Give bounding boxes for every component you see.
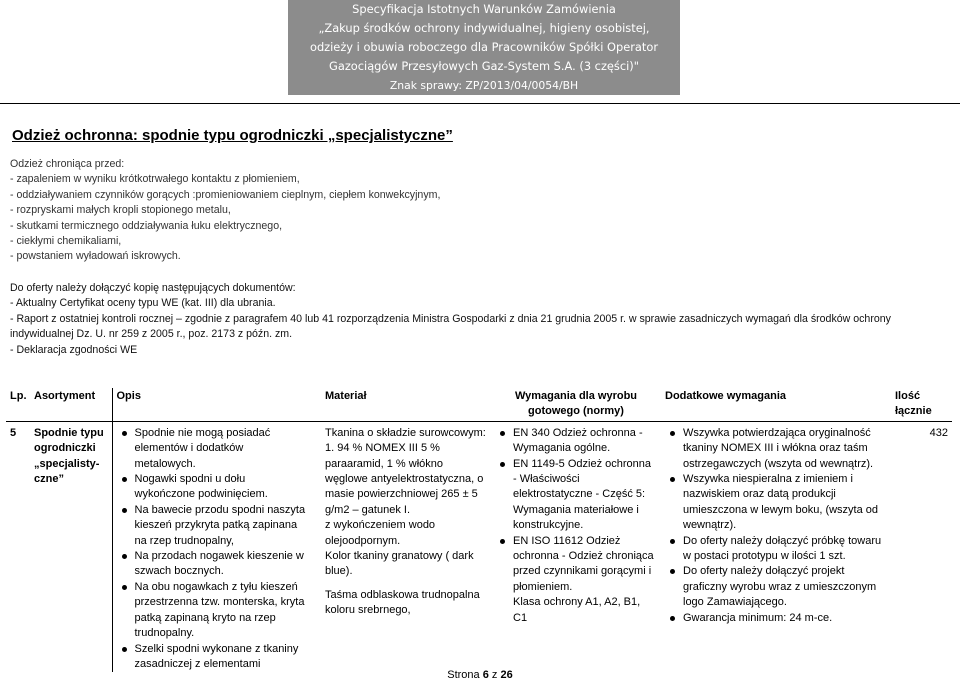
opis-bullet: Spodnie nie mogą posiadać elementów i dodatków metalowych. — [135, 426, 308, 472]
material-line: Taśma odblaskowa trudnopalna koloru srebrnego, — [325, 588, 480, 617]
opis-bullet: Na bawecie przodu spodni naszyta kieszeń przykryta patką zapinana na rzep trudnopalny, — [135, 503, 308, 549]
intro-line: - oddziaływaniem czynników gorących :promieniowaniem cieplnym, ciepłem konwekcyjnym, — [10, 188, 441, 201]
cell-asortyment: Spodnie typu ogrodniczki „specjalisty-czne” — [34, 426, 104, 486]
opis-bullet: Na przodach nogawek kieszenie w szwach bocznych. — [135, 549, 308, 580]
docs-lead: Do oferty należy dołączyć kopię następujących dokumentów: — [10, 282, 296, 294]
docs-item: - Deklaracja zgodności WE — [10, 343, 138, 356]
cell-ilosc: 432 — [929, 426, 948, 439]
dodatkowe-bullet: Wszywka potwierdzająca oryginalność tkaniny NOMEX III i włókna oraz taśm ostrzegawczych (wszyta od wewnątrz). — [683, 426, 887, 472]
document-header — [288, 0, 680, 95]
page-footer — [0, 669, 960, 681]
protection-list — [10, 157, 440, 265]
cell-material — [311, 421, 491, 672]
header-asortyment: Asortyment — [30, 388, 112, 421]
intro-line: - skutkami termicznego oddziaływania łuku elektrycznego, — [10, 219, 283, 232]
header-line-1: Specyfikacja Istotnych Warunków Zamówienia — [352, 2, 616, 16]
footer-z: z — [491, 669, 498, 681]
header-line-5: Znak sprawy: ZP/2013/04/0054/BH — [389, 79, 579, 92]
wymagania-bullet: EN ISO 11612 Odzież ochronna - Odzież chroniąca przed czynnikami gorącymi i płomieniem. — [513, 534, 657, 596]
material-line: 1. 94 % NOMEX III 5 % paraaramid, 1 % włókno węglowe antyelektrostatyczna, o masie powierzchniowej 265 ± 5 g/m2 – gatunek I. — [325, 442, 484, 516]
opis-bullet: Szelki spodni wykonane z tkaniny zasadniczej z elementami — [135, 642, 308, 673]
header-line-4: Gazociągów Przesyłowych Gaz-System S.A. (3 części)" — [329, 59, 639, 73]
intro-line: - powstaniem wyładowań iskrowych. — [10, 250, 181, 263]
dodatkowe-bullet: Do oferty należy dołączyć projekt graficzny wyrobu wraz z umieszczonym logo Zamawiającego. — [683, 564, 887, 610]
header-ilosc: Ilość łącznie — [891, 388, 952, 421]
header-material: Materiał — [311, 388, 491, 421]
required-documents — [10, 281, 945, 358]
footer-total-pages: 26 — [500, 669, 513, 681]
header-rule — [0, 103, 960, 104]
table-row — [6, 421, 952, 672]
dodatkowe-bullet: Gwarancja minimum: 24 m-ce. — [683, 611, 887, 626]
footer-current-page: 6 — [482, 669, 489, 681]
intro-line: - rozpryskami małych kropli stopionego metalu, — [10, 204, 231, 217]
header-line-2: „Zakup środków ochrony indywidualnej, higieny osobistej, — [318, 21, 650, 35]
cell-dodatkowe — [661, 421, 891, 672]
section-title: Odzież ochronna: spodnie typu ogrodniczki „specjalistyczne” — [12, 127, 453, 144]
intro-line: - ciekłymi chemikaliami, — [10, 235, 122, 248]
dodatkowe-bullet: Do oferty należy dołączyć próbkę towaru w postaci prototypu w ilości 1 szt. — [683, 534, 887, 565]
specification-table — [6, 388, 952, 672]
material-spacer — [325, 580, 487, 588]
footer-strona: Strona — [447, 669, 480, 681]
table-header-row — [6, 388, 952, 421]
header-opis: Opis — [112, 388, 311, 421]
material-line: Tkanina o składzie surowcowym: — [325, 426, 486, 439]
intro-line: - zapaleniem w wyniku krótkotrwałego kontaktu z płomieniem, — [10, 173, 300, 186]
material-line: z wykończeniem wodo olejoodpornym. — [325, 519, 436, 547]
wymagania-bullet: EN 1149-5 Odzież ochronna - Właściwości elektrostatyczne - Część 5: Wymagania materiałowe i konstrukcyjne. — [513, 457, 657, 534]
cell-lp: 5 — [10, 426, 17, 439]
opis-bullet: Na obu nogawkach z tyłu kieszeń przestrzenna tzw. monterska, kryta patką zapinaną kryto na rzep trudnopalny. — [135, 580, 308, 642]
intro-line: Odzież chroniąca przed: — [10, 158, 125, 170]
header-dodatkowe: Dodatkowe wymagania — [661, 388, 891, 421]
header-lp: Lp. — [6, 388, 30, 421]
cell-wymagania — [491, 421, 661, 672]
header-line-3: odzieży i obuwia roboczego dla Pracowników Spółki Operator — [309, 40, 659, 54]
docs-item: - Raport z ostatniej kontroli rocznej – zgodnie z paragrafem 40 lub 41 rozporządzenia Ministra Gospodarki z dnia 21 grudnia 2005 r. w sprawie zasadniczych wymagań dla środków ochrony indywidualnej Dz. U. nr 259 z 2005 r., poz. 2173 z późn. zm. — [10, 312, 891, 341]
dodatkowe-bullet: Wszywka niespieralna z imieniem i nazwiskiem oraz datą produkcji umieszczona w lewym boku, (wszyta od wewnątrz). — [683, 472, 887, 534]
wymagania-bullet: EN 340 Odzież ochronna - Wymagania ogólne. — [513, 426, 657, 457]
cell-opis — [112, 421, 311, 672]
material-line: Kolor tkaniny granatowy ( dark blue). — [325, 550, 474, 578]
wymagania-class: Klasa ochrony A1, A2, B1, C1 — [513, 596, 641, 624]
header-wymagania: Wymagania dla wyrobu gotowego (normy) — [491, 388, 661, 421]
opis-bullet: Nogawki spodni u dołu wykończone podwinięciem. — [135, 472, 308, 503]
docs-item: - Aktualny Certyfikat oceny typu WE (kat. III) dla ubrania. — [10, 297, 276, 310]
